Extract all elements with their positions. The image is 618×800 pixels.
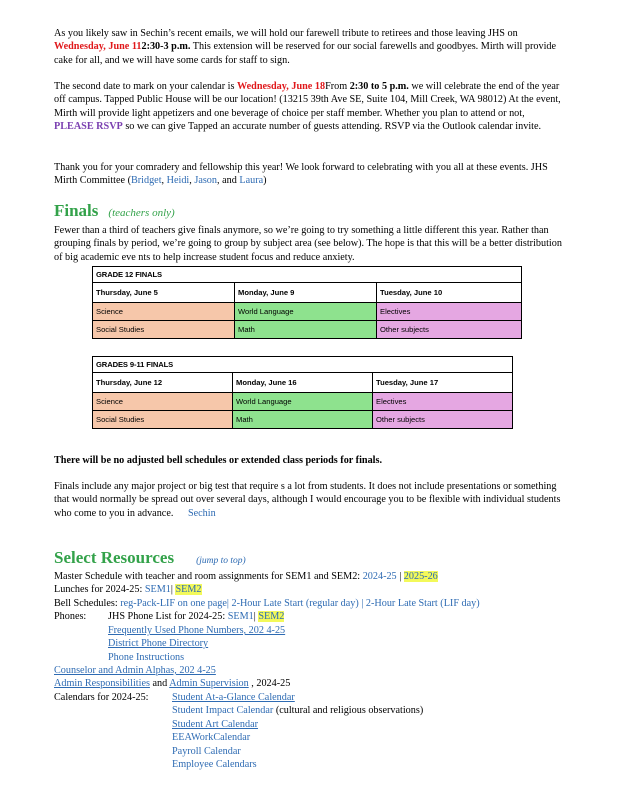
day-cell: Monday, June 16 [233,373,373,393]
subject-cell: Social Studies [93,321,235,339]
subject-cell: Other subjects [377,321,522,339]
bell-schedules-label: Bell Schedules: [54,598,121,609]
separator: | [396,571,404,582]
committee-member-link[interactable]: Heidi [166,175,190,187]
no-adjust-notice: There will be no adjusted bell schedules or extended class periods for finals. [54,455,382,466]
committee-member-link[interactable]: Bridget [130,175,162,187]
day-cell: Thursday, June 12 [93,373,233,393]
bell-schedules-row: Bell Schedules: reg-Pack-LIF on one page| 2-Hour Late Start (regular day) | 2-Hour Late Start (LIF day) [54,598,480,609]
subject-cell: Electives [377,303,522,321]
admin-responsibilities-link[interactable]: Admin Responsibilities [54,678,150,689]
finals-subtitle: (teachers only) [108,207,175,219]
bell-late-start-regular-link[interactable]: 2-Hour Late Start (regular day) [231,598,359,609]
separator: | [170,584,176,595]
celebration-text-c: so we can give Tapped an accurate number of guests attending. RSVP via the Outlook calendar invite. [122,120,542,132]
resources-heading [54,548,246,568]
day-cell: Monday, June 9 [235,283,377,303]
master-2025-26-link[interactable]: 2025-26 [403,571,438,582]
day-cell: Tuesday, June 17 [373,373,513,393]
admin-row [54,677,290,690]
committee-member-link[interactable]: Laura [239,175,264,187]
lunch-sem2-link[interactable]: SEM2 [175,584,202,595]
farewell-paragraph [54,27,564,67]
table-header: GRADES 9-11 FINALS [93,357,513,373]
subject-cell: Electives [373,393,513,411]
celebration-time: 2:30 to 5 p.m. [349,81,409,92]
payroll-calendar-link[interactable]: Payroll Calendar [172,746,241,757]
master-schedule-label: Master Schedule with teacher and room assignments for SEM1 and SEM2: [54,571,363,582]
student-impact-note: (cultural and religious observations) [273,705,424,716]
admin-supervision-link[interactable]: Admin Supervision [169,678,249,689]
subject-cell: Math [235,321,377,339]
subject-cell: Science [93,303,235,321]
farewell-text-b: This extension will be reserved for our social farewells and goodbyes. Mirth will provide cake for all, and we will have some cards for staff to sign. [54,41,557,66]
master-2024-25-link[interactable]: 2024-25 [362,571,397,582]
lunch-sem1-link[interactable]: SEM1 [144,584,171,595]
celebration-date: Wednesday, June 18 [237,81,326,92]
close-paren: ) [263,175,267,187]
subject-cell: World Language [235,303,377,321]
table-header: GRADE 12 FINALS [93,267,522,283]
student-art-calendar-link[interactable]: Student Art Calendar [172,719,259,730]
calendars-label: Calendars for 2024-25: [54,692,149,703]
celebration-text-a: The second date to mark on your calendar is [54,81,238,92]
sechin-link[interactable]: Sechin [187,507,216,519]
district-phone-directory-link[interactable]: District Phone Directory [108,638,209,649]
bell-late-start-lif-link[interactable]: 2-Hour Late Start (LIF day) [365,598,480,609]
phone-sem2-link[interactable]: SEM2 [258,611,285,622]
and-text: and [219,175,240,187]
farewell-time: 2:30-3 p.m. [141,41,191,53]
finals-note [54,480,564,520]
and-text: and [149,678,170,689]
celebration-from: From [325,81,350,92]
farewell-text-a: As you likely saw in Sechin’s recent emails, we will hold our farewell tribute to retirees and those leaving JHS on [54,28,518,39]
phones-label: Phones: [54,611,87,622]
subject-cell: Social Studies [93,411,233,429]
admin-year: , 2024-25 [248,678,291,689]
finals-note-text: Finals include any major project or big test that require s a lot from students. It does not include presentations or something that would normally be spread out over several days, although I would encourage you to be flexible with individual students who come to you in advance. [54,481,561,519]
rsvp-label: PLEASE RSVP [54,120,123,132]
subject-cell: World Language [233,393,373,411]
subject-cell: Science [93,393,233,411]
counselor-admin-alphas-link[interactable]: Counselor and Admin Alphas, 202 4-25 [54,665,216,676]
finals-intro: Fewer than a third of teachers give finals anymore, so we’re going to try something a little different this year. Rather than grouping finals by period, we’re going to group by subject area (see below). The hope is that this will be a better distribution of big academic eve nts to help increase student focus and reduce anxiety. [54,225,562,263]
subject-cell: Math [233,411,373,429]
thanks-text: Thank you for your comradery and fellowship this year! We look forward to celebrating with you all at these events. JHS Mirth Committee ( [54,162,548,187]
committee-member-link[interactable]: Jason [194,175,217,187]
eea-work-calendar-link[interactable]: EEAWorkCalendar [172,732,251,743]
day-cell: Thursday, June 5 [93,283,235,303]
grades9-11-finals-table [92,356,513,429]
lunches-label: Lunches for 2024-25: [54,584,145,595]
phone-list-label: JHS Phone List for 2024-25: [108,611,228,622]
phone-sem1-link[interactable]: SEM1 [227,611,254,622]
farewell-date: Wednesday, June 11 [54,41,142,53]
bell-one-page-link[interactable]: reg-Pack-LIF on one page [120,598,227,609]
finals-heading [54,201,175,221]
phone-list-row: JHS Phone List for 2024-25: SEM1| SEM2 [108,611,285,622]
employee-calendars-link[interactable]: Employee Calendars [172,759,257,770]
frequent-phone-numbers-link[interactable]: Frequently Used Phone Numbers, 202 4-25 [108,625,286,636]
lunches-row [54,583,202,596]
day-cell: Tuesday, June 10 [377,283,522,303]
finals-title: Finals [54,201,99,220]
student-at-a-glance-calendar-link[interactable]: Student At-a-Glance Calendar [172,692,295,703]
phone-instructions-link[interactable]: Phone Instructions [108,652,185,663]
student-impact-calendar-link[interactable]: Student Impact Calendar [172,705,274,716]
celebration-paragraph [54,80,564,133]
celebration-text-b: we will celebrate the end of the year off campus. Tapped Public House will be our location! (13215 39th Ave SE, Suite 104, Mill Creek, WA 98012) At the event, Mirth will provide light appetizers and one beverage of choice per staff member. Whether you plan to attend or not, [54,81,561,119]
student-impact-row [172,704,423,717]
resources-title: Select Resources [54,548,175,567]
jump-to-top-link[interactable]: (jump to top) [196,556,246,566]
thanks-paragraph: Thank you for your comradery and fellowship this year! We look forward to celebrating with you all at these events. JHS Mirth Committee (Bridget, Heidi, Jason, and Laura) [54,162,548,187]
subject-cell: Other subjects [373,411,513,429]
master-schedule-row [54,570,438,583]
grade12-finals-table [92,266,522,339]
